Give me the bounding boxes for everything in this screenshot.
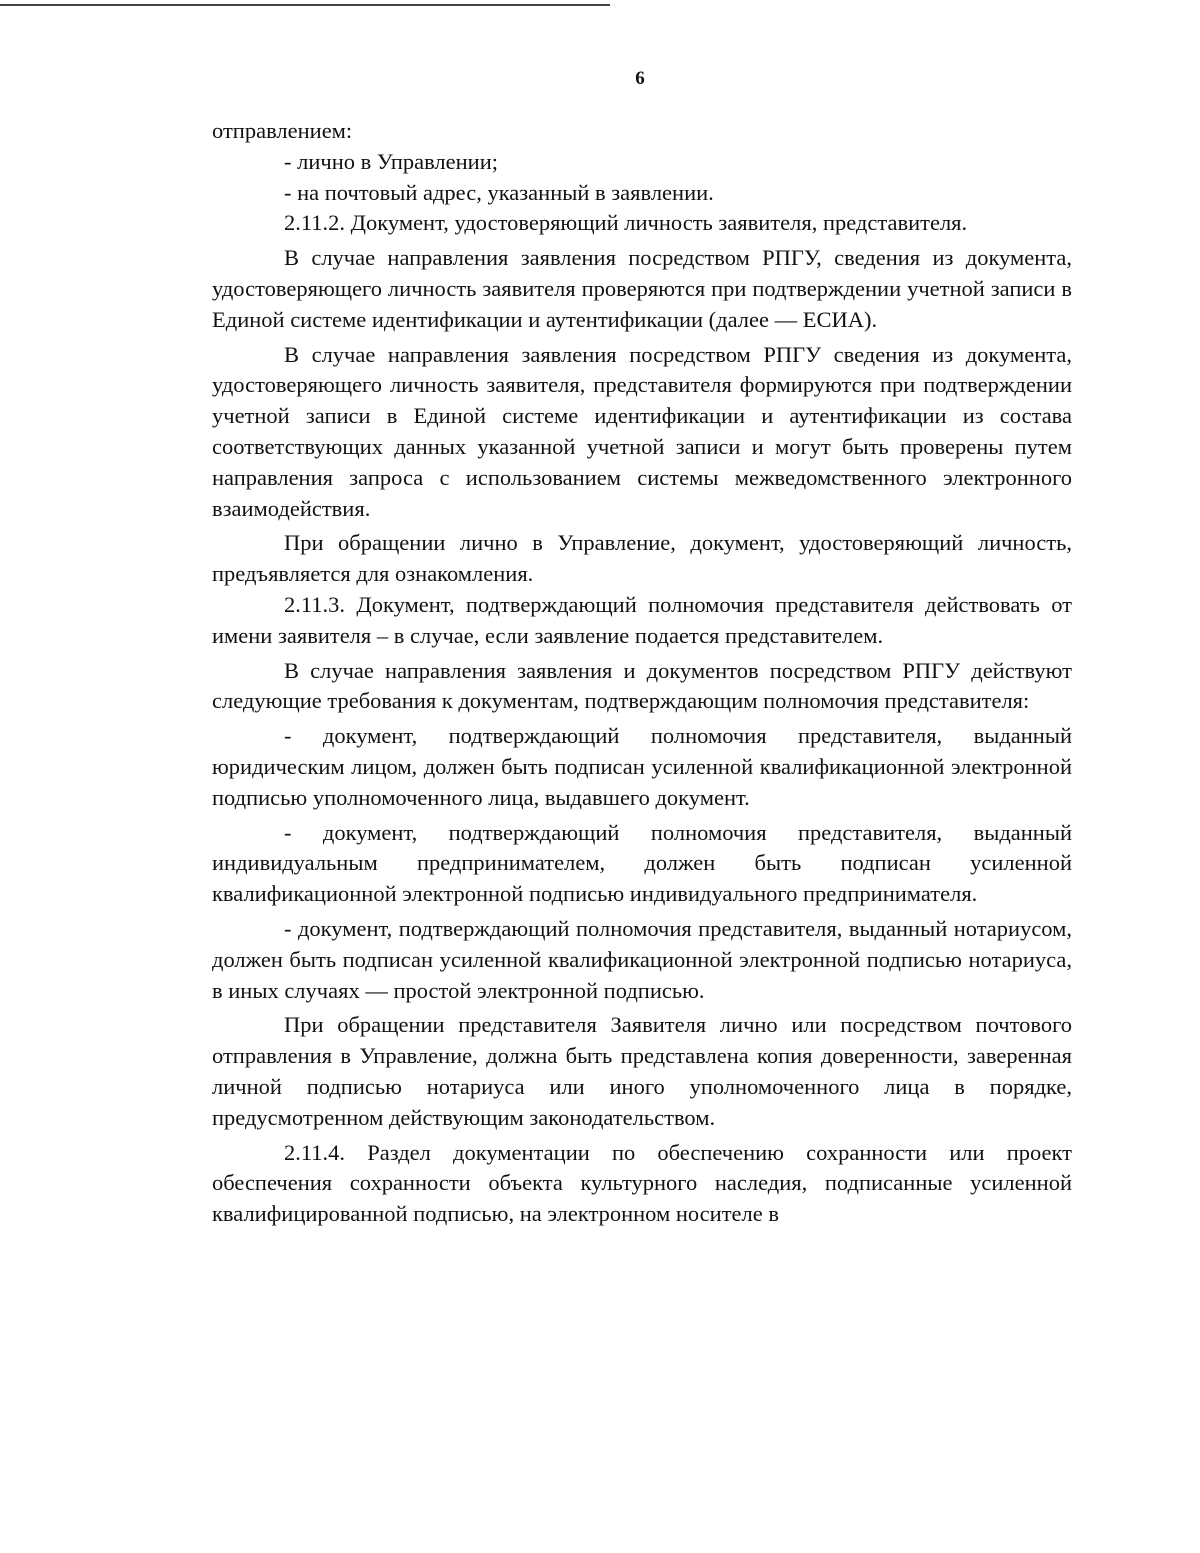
paragraph: В случае направления заявления и документов посредством РПГУ действуют следующие требования к документам, подтверждающим полномочия представителя: — [212, 657, 1072, 714]
page-number: 6 — [635, 68, 645, 89]
paragraph: В случае направления заявления посредством РПГУ, сведения из документа, удостоверяющего личность заявителя проверяются при подтверждении учетной записи в Единой системе идентификации и аутентификации (далее — ЕСИА). — [212, 245, 1072, 332]
document-body — [212, 116, 1072, 1230]
paragraph: отправлением: — [212, 118, 353, 143]
list-item: - лично в Управлении; — [284, 148, 499, 174]
list-item: - документ, подтверждающий полномочия представителя, выданный нотариусом, должен быть подписан усиленной квалификационной электронной подписью нотариуса, в иных случаях — простой электронной подписью. — [212, 915, 1072, 1003]
paragraph: В случае направления заявления посредством РПГУ сведения из документа, удостоверяющего личность заявителя, представителя формируются при подтверждении учетной записи в Единой системе идентификации и аутентификации из состава соответствующих данных указанной учетной записи и могут быть проверены путем направления запроса с использованием системы межведомственного электронного взаимодействия. — [212, 341, 1072, 521]
paragraph: При обращении лично в Управление, документ, удостоверяющий личность, предъявляется для ознакомления. — [212, 530, 1072, 587]
list-item: - документ, подтверждающий полномочия представителя, выданный юридическим лицом, должен быть подписан усиленной квалификационной электронной подписью уполномоченного лица, выдавшего документ. — [212, 723, 1072, 810]
scan-edge-line — [0, 4, 610, 6]
section-heading: 2.11.3. Документ, подтверждающий полномочия представителя действовать от имени заявителя – в случае, если заявление подается представителем. — [212, 591, 1072, 648]
section-heading: 2.11.2. Документ, удостоверяющий личность заявителя, представителя. — [284, 210, 968, 236]
list-item: - документ, подтверждающий полномочия представителя, выданный индивидуальным предпринимателем, должен быть подписан усиленной квалификационной электронной подписью индивидуального предпринимателя. — [212, 819, 1072, 907]
list-item: - на почтовый адрес, указанный в заявлении. — [284, 179, 714, 205]
paragraph: При обращении представителя Заявителя лично или посредством почтового отправления в Управление, должна быть представлена копия доверенности, заверенная личной подписью нотариуса или иного уполномоченного лица в порядке, предусмотренном действующим законодательством. — [212, 1012, 1072, 1130]
section-heading: 2.11.4. Раздел документации по обеспечению сохранности или проект обеспечения сохранности объекта культурного наследия, подписанные усиленной квалифицированной подписью, на электронном носителе в — [212, 1139, 1072, 1227]
